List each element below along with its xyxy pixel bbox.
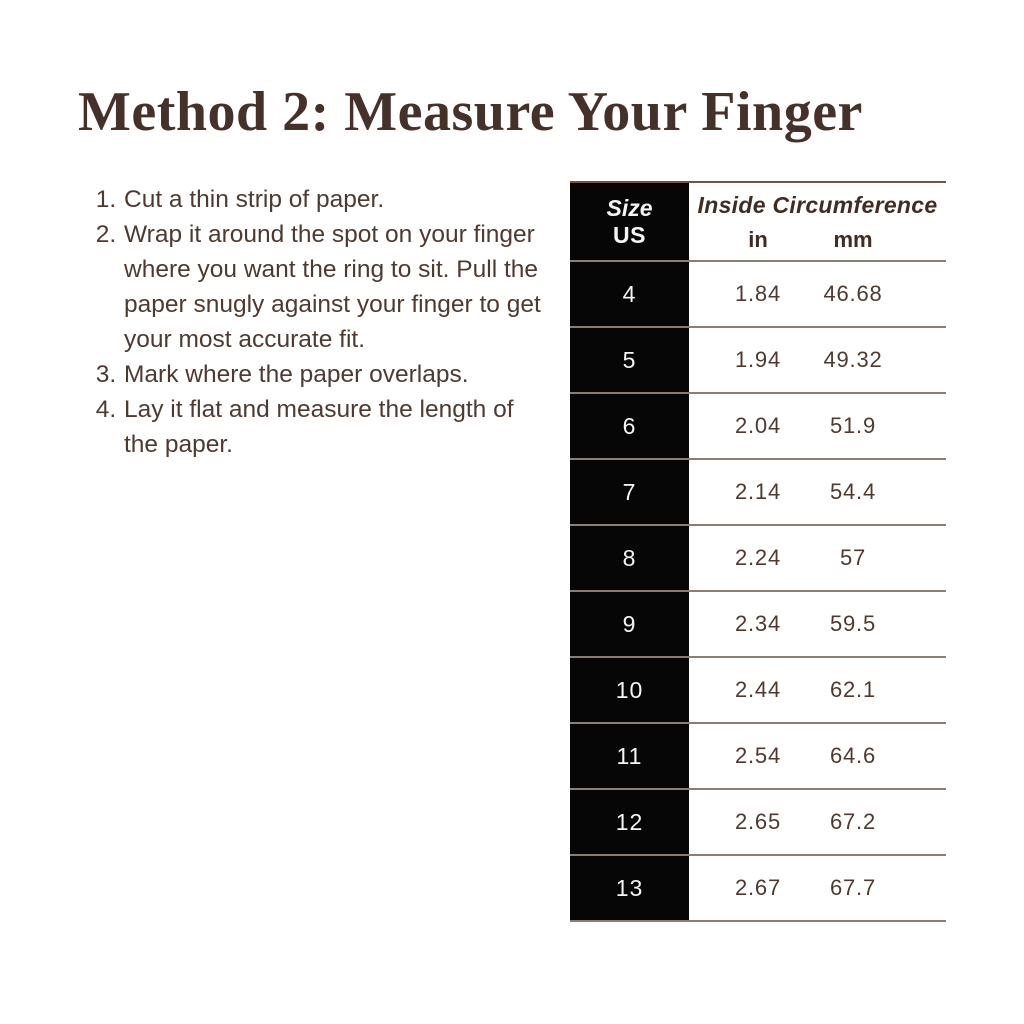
in-value: 1.84 xyxy=(734,281,782,306)
size-cell: 9 xyxy=(570,592,689,656)
mm-value: 54.4 xyxy=(829,479,877,504)
mm-value: 51.9 xyxy=(829,413,877,438)
instruction-item: 2. Wrap it around the spot on your finger where you want the ring to sit. Pull the paper snugly against your finger to get your most accurate fit. xyxy=(123,217,546,357)
mm-value: 49.32 xyxy=(823,347,883,372)
mm-value: 46.68 xyxy=(823,281,883,306)
size-header-us-label: US xyxy=(613,221,646,248)
table-row xyxy=(570,854,946,920)
table-row xyxy=(570,392,946,458)
in-value: 2.14 xyxy=(734,479,782,504)
instruction-item: 1. Cut a thin strip of paper. xyxy=(123,182,546,217)
table-row xyxy=(570,656,946,722)
size-cell: 10 xyxy=(570,658,689,722)
instruction-list xyxy=(94,182,546,462)
table-row xyxy=(570,788,946,854)
in-value: 2.67 xyxy=(734,875,782,900)
mm-value: 59.5 xyxy=(829,611,877,636)
instruction-item: 3. Mark where the paper overlaps. xyxy=(123,357,546,392)
size-cell: 5 xyxy=(570,328,689,392)
mm-value: 67.2 xyxy=(829,809,877,834)
in-value: 2.44 xyxy=(734,677,782,702)
table-header xyxy=(570,183,946,260)
inside-circumference-header: Inside Circumference xyxy=(697,192,938,218)
size-cell: 12 xyxy=(570,790,689,854)
size-header-cell xyxy=(570,183,689,260)
ring-size-table xyxy=(570,181,946,922)
mm-value: 57 xyxy=(839,545,867,570)
table-row xyxy=(570,260,946,326)
in-value: 2.65 xyxy=(734,809,782,834)
size-cell: 4 xyxy=(570,262,689,326)
table-row xyxy=(570,722,946,788)
table-row xyxy=(570,458,946,524)
mm-value: 64.6 xyxy=(829,743,877,768)
table-body xyxy=(570,260,946,920)
mm-value: 67.7 xyxy=(829,875,877,900)
in-value: 2.54 xyxy=(734,743,782,768)
size-cell: 6 xyxy=(570,394,689,458)
size-cell: 11 xyxy=(570,724,689,788)
column-header-mm: mm xyxy=(833,227,873,252)
instructions-section xyxy=(94,182,546,462)
in-value: 2.34 xyxy=(734,611,782,636)
in-value: 2.04 xyxy=(734,413,782,438)
size-cell: 8 xyxy=(570,526,689,590)
in-value: 1.94 xyxy=(734,347,782,372)
size-cell: 13 xyxy=(570,856,689,920)
mm-value: 62.1 xyxy=(829,677,877,702)
instruction-item: 4. Lay it flat and measure the length of the paper. xyxy=(123,392,546,462)
table-row xyxy=(570,590,946,656)
table-row xyxy=(570,524,946,590)
in-value: 2.24 xyxy=(734,545,782,570)
size-header-label: Size xyxy=(606,194,653,221)
size-cell: 7 xyxy=(570,460,689,524)
column-header-in: in xyxy=(748,227,768,252)
page-title: Method 2: Measure Your Finger xyxy=(78,81,863,143)
table-row xyxy=(570,326,946,392)
